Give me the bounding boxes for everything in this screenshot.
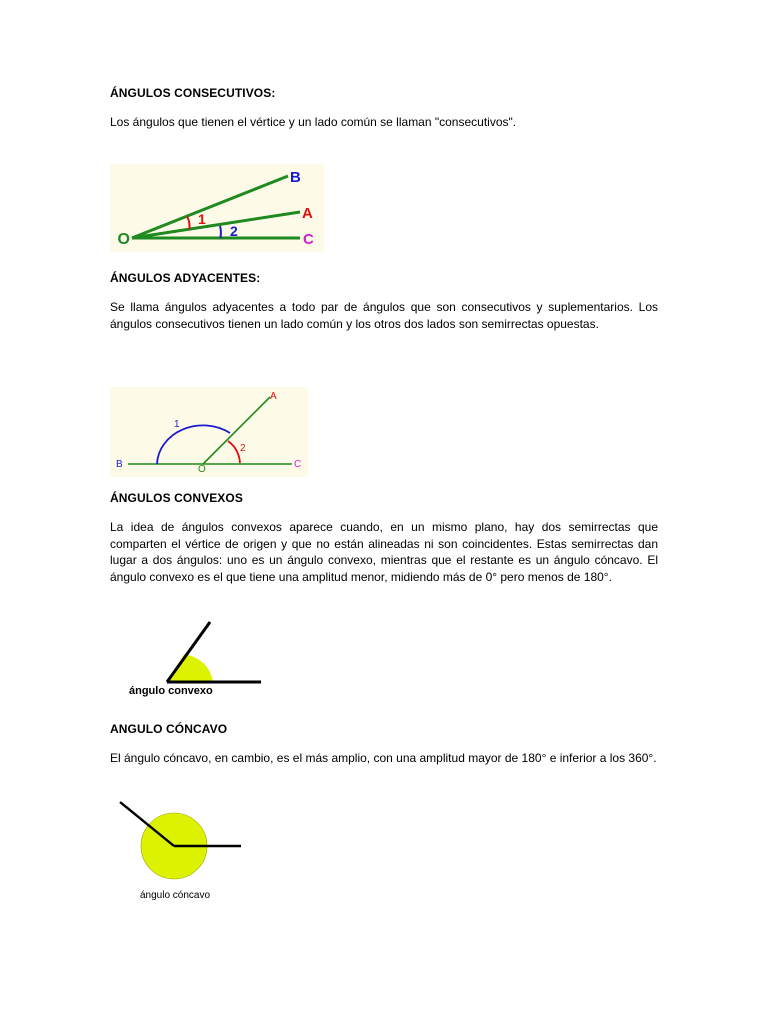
label-vertex-o: O <box>198 464 206 475</box>
paragraph-consecutive-angles: Los ángulos que tienen el vértice y un lado común se llaman "consecutivos". <box>110 115 517 129</box>
caption-convex: ángulo convexo <box>129 685 213 697</box>
caption-concave: ángulo cóncavo <box>140 890 211 901</box>
figure-adjacent-angles <box>110 387 308 477</box>
figure-consecutive-angles <box>110 164 324 252</box>
label-angle-2: 2 <box>240 443 246 454</box>
label-c: C <box>303 231 314 248</box>
label-angle-1: 1 <box>198 211 206 227</box>
paragraph-convex-angles: La idea de ángulos convexos aparece cuando, en un mismo plano, hay dos semirrectas que comparten el vértice de origen y que no están alineadas ni son coincidentes. Estas semirrectas dan lugar a dos ángulos: uno es un ángulo convexo, mientras que el restante es un ángulo cóncavo. El ángulo convexo es el que tiene una amplitud menor, midiendo más de 0° pero menos de 180°. <box>110 520 658 584</box>
label-angle-1: 1 <box>174 419 180 430</box>
heading-convex-angles: ÁNGULOS CONVEXOS <box>110 491 243 505</box>
angle-arc-2 <box>220 226 221 238</box>
paragraph-concave-angle: El ángulo cóncavo, en cambio, es el más amplio, con una amplitud mayor de 180° e inferior a los 360°. <box>110 751 657 765</box>
label-b: B <box>116 459 123 470</box>
label-vertex-o: O <box>117 231 130 248</box>
label-a: A <box>302 205 313 222</box>
label-angle-2: 2 <box>230 223 238 239</box>
convex-angle-fill <box>167 655 213 683</box>
paragraph-adjacent-angles: Se llama ángulos adyacentes a todo par de ángulos que son consecutivos y suplementarios. Los ángulos consecutivos tienen un lado común y los otros dos lados son semirrectas opuestas. <box>110 300 658 331</box>
label-a: A <box>270 391 277 402</box>
heading-consecutive-angles: ÁNGULOS CONSECUTIVOS: <box>110 86 276 100</box>
label-b: B <box>290 169 301 186</box>
figure-convex-angle <box>120 618 270 702</box>
heading-concave-angle: ANGULO CÓNCAVO <box>110 722 228 736</box>
figure-concave-angle <box>110 796 250 904</box>
label-c: C <box>294 459 302 470</box>
heading-adjacent-angles: ÁNGULOS ADYACENTES: <box>110 271 261 285</box>
